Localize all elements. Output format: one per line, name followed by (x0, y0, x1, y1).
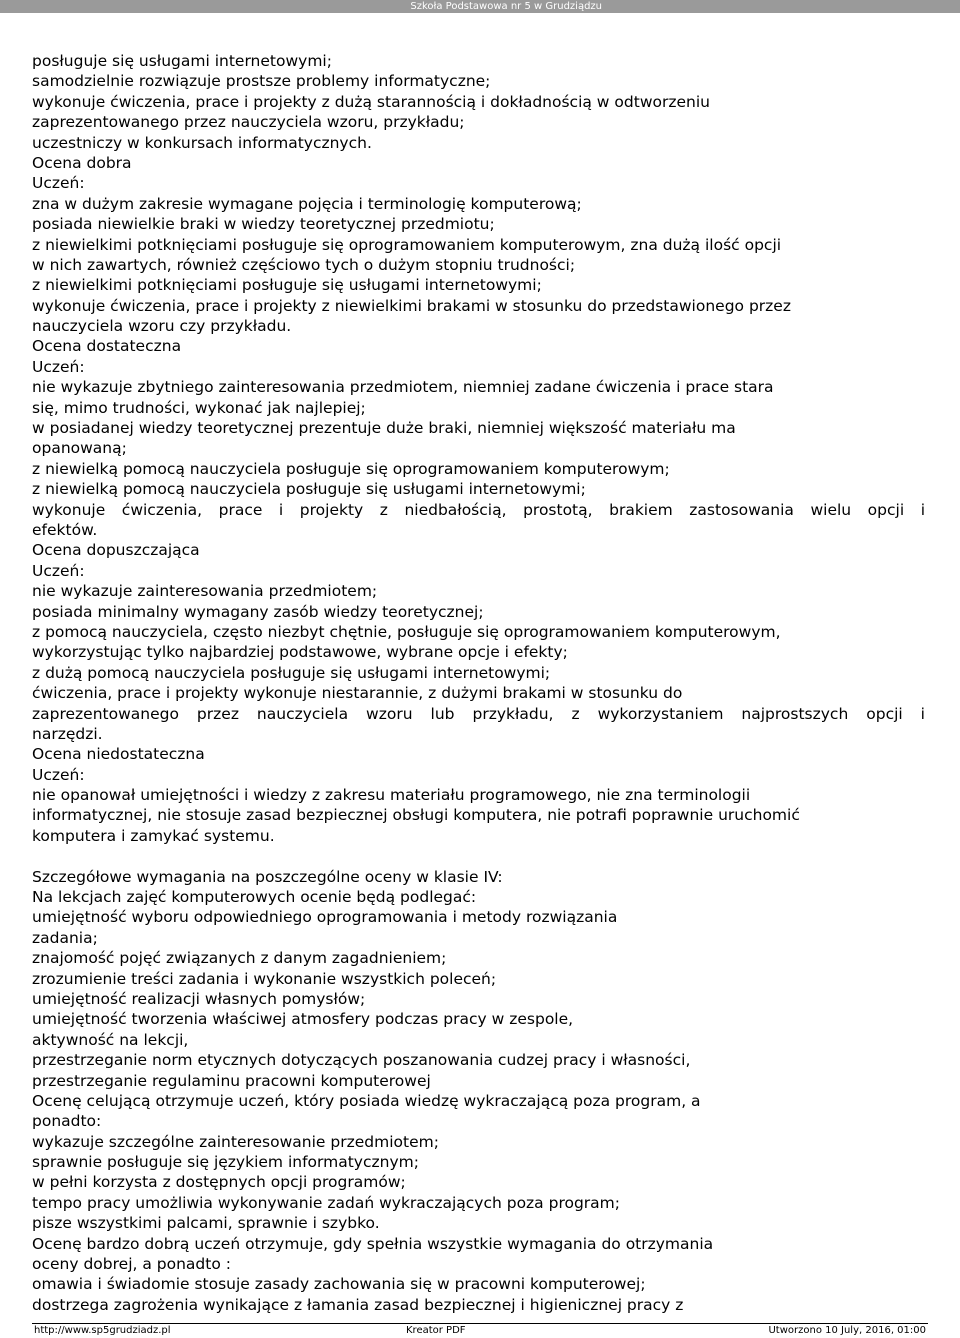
text-line: uczestniczy w konkursach informatycznych. (32, 133, 372, 152)
text-line: wykazuje szczególne zainteresowanie przedmiotem; (32, 1132, 439, 1151)
text-line: nie wykazuje zbytniego zainteresowania przedmiotem, niemniej zadane ćwiczenia i prace stara (32, 378, 774, 397)
page-header-bar (0, 0, 960, 13)
text-line: wykonuje ćwiczenia, prace i projekty z niedbałością, prostotą, brakiem zastosowania wielu opcji i (32, 500, 925, 519)
text-line: się, mimo trudności, wykonać jak najlepiej; (32, 398, 366, 417)
text-line: w posiadanej wiedzy teoretycznej prezentuje duże braki, niemniej większość materiału ma (32, 419, 736, 438)
text-line: zrozumienie treści zadania i wykonanie wszystkich poleceń; (32, 969, 497, 988)
text-line: Uczeń: (32, 765, 85, 784)
text-line: z dużą pomocą nauczyciela posługuje się usługami internetowymi; (32, 663, 551, 682)
footer-date: Utworzono 10 July, 2016, 01:00 (768, 1325, 926, 1336)
text-line: sprawnie posługuje się językiem informatycznym; (32, 1153, 419, 1172)
text-line: w nich zawartych, również częściowo tych o dużym stopniu trudności; (32, 255, 576, 274)
text-line: Ocena niedostateczna (32, 745, 205, 764)
text-line: opanowaną; (32, 439, 127, 458)
text-line: zadania; (32, 928, 98, 947)
text-line: posługuje się usługami internetowymi; (32, 52, 332, 70)
text-line: nie wykazuje zainteresowania przedmiotem; (32, 582, 378, 601)
text-line: przestrzeganie norm etycznych dotyczących poszanowania cudzej pracy i własności, (32, 1051, 691, 1070)
text-line: Szczegółowe wymagania na poszczególne oceny w klasie IV: (32, 867, 503, 886)
text-line: Ocena dostateczna (32, 337, 182, 356)
text-line: z niewielką pomocą nauczyciela posługuje się oprogramowaniem komputerowym; (32, 459, 670, 478)
text-line: posiada niewielkie braki w wiedzy teoretycznej przedmiotu; (32, 215, 495, 234)
text-line: nie opanował umiejętności i wiedzy z zakresu materiału programowego, nie zna terminologii (32, 786, 751, 805)
text-line: umiejętność wyboru odpowiedniego oprogramowania i metody rozwiązania (32, 908, 618, 927)
text-line: Uczeń: (32, 357, 85, 376)
text-line: ćwiczenia, prace i projekty wykonuje niestarannie, z dużymi brakami w stosunku do (32, 684, 683, 703)
text-line: oceny dobrej, a ponadto : (32, 1255, 231, 1274)
footer-creator: Kreator PDF (406, 1325, 466, 1336)
text-line: z niewielkimi potknięciami posługuje się oprogramowaniem komputerowym, zna dużą ilość opcji (32, 235, 782, 254)
text-line: Ocenę celującą otrzymuje uczeń, który posiada wiedzę wykraczającą poza program, a (32, 1091, 701, 1110)
text-line: efektów. (32, 520, 98, 539)
text-line: tempo pracy umożliwia wykonywanie zadań wykraczających poza program; (32, 1193, 620, 1212)
footer-url[interactable]: http://www.sp5grudziadz.pl (34, 1325, 171, 1336)
text-line: Ocenę bardzo dobrą uczeń otrzymuje, gdy spełnia wszystkie wymagania do otrzymania (32, 1234, 714, 1253)
text-line: samodzielnie rozwiązuje prostsze problemy informatyczne; (32, 72, 491, 91)
text-line: Na lekcjach zajęć komputerowych ocenie będą podlegać: (32, 888, 477, 907)
header-title: Szkoła Podstawowa nr 5 w Grudziądzu (410, 1, 602, 12)
text-line: wykonuje ćwiczenia, prace i projekty z niewielkimi brakami w stosunku do przedstawionego przez (32, 296, 791, 315)
text-line: ponadto: (32, 1112, 102, 1131)
text-line: Uczeń: (32, 561, 85, 580)
text-line: omawia i świadomie stosuje zasady zachowania się w pracowni komputerowej; (32, 1275, 646, 1294)
text-line: dostrzega zagrożenia wynikające z łamania zasad bezpiecznej i higienicznej pracy z (32, 1295, 684, 1314)
footer-divider (32, 1323, 928, 1324)
text-line: Ocena dobra (32, 153, 132, 172)
text-line: umiejętność realizacji własnych pomysłów; (32, 989, 366, 1008)
text-line: przestrzeganie regulaminu pracowni komputerowej (32, 1071, 431, 1090)
text-line: zaprezentowanego przez nauczyciela wzoru lub przykładu, z wykorzystaniem najprostszych opcji i (32, 704, 925, 723)
text-line: zaprezentowanego przez nauczyciela wzoru, przykładu; (32, 113, 465, 132)
text-line: umiejętność tworzenia właściwej atmosfery podczas pracy w zespole, (32, 1010, 574, 1029)
text-line: wykorzystując tylko najbardziej podstawowe, wybrane opcje i efekty; (32, 643, 568, 662)
text-line: Ocena dopuszczająca (32, 541, 200, 560)
text-line: z niewielką pomocą nauczyciela posługuje się usługami internetowymi; (32, 480, 586, 499)
text-line (32, 846, 927, 866)
text-line: aktywność na lekcji, (32, 1030, 189, 1049)
page-footer (32, 1325, 928, 1337)
text-line: posiada minimalny wymagany zasób wiedzy teoretycznej; (32, 602, 484, 621)
text-line: Uczeń: (32, 174, 85, 193)
text-line: w pełni korzysta z dostępnych opcji programów; (32, 1173, 406, 1192)
text-line: komputera i zamykać systemu. (32, 826, 275, 845)
document-body (32, 51, 927, 1315)
text-line: wykonuje ćwiczenia, prace i projekty z dużą starannością i dokładnością w odtworzeniu (32, 92, 710, 111)
text-line: zna w dużym zakresie wymagane pojęcia i terminologię komputerową; (32, 194, 582, 213)
text-line: pisze wszystkimi palcami, sprawnie i szybko. (32, 1214, 380, 1233)
text-line: z niewielkimi potknięciami posługuje się usługami internetowymi; (32, 276, 542, 295)
text-line: znajomość pojęć związanych z danym zagadnieniem; (32, 949, 447, 968)
text-line: informatycznej, nie stosuje zasad bezpiecznej obsługi komputera, nie potrafi poprawnie uruchomić (32, 806, 800, 825)
text-line: narzędzi. (32, 724, 103, 743)
text-line: z pomocą nauczyciela, często niezbyt chętnie, posługuje się oprogramowaniem komputerowym, (32, 622, 781, 641)
text-line: nauczyciela wzoru czy przykładu. (32, 317, 292, 336)
